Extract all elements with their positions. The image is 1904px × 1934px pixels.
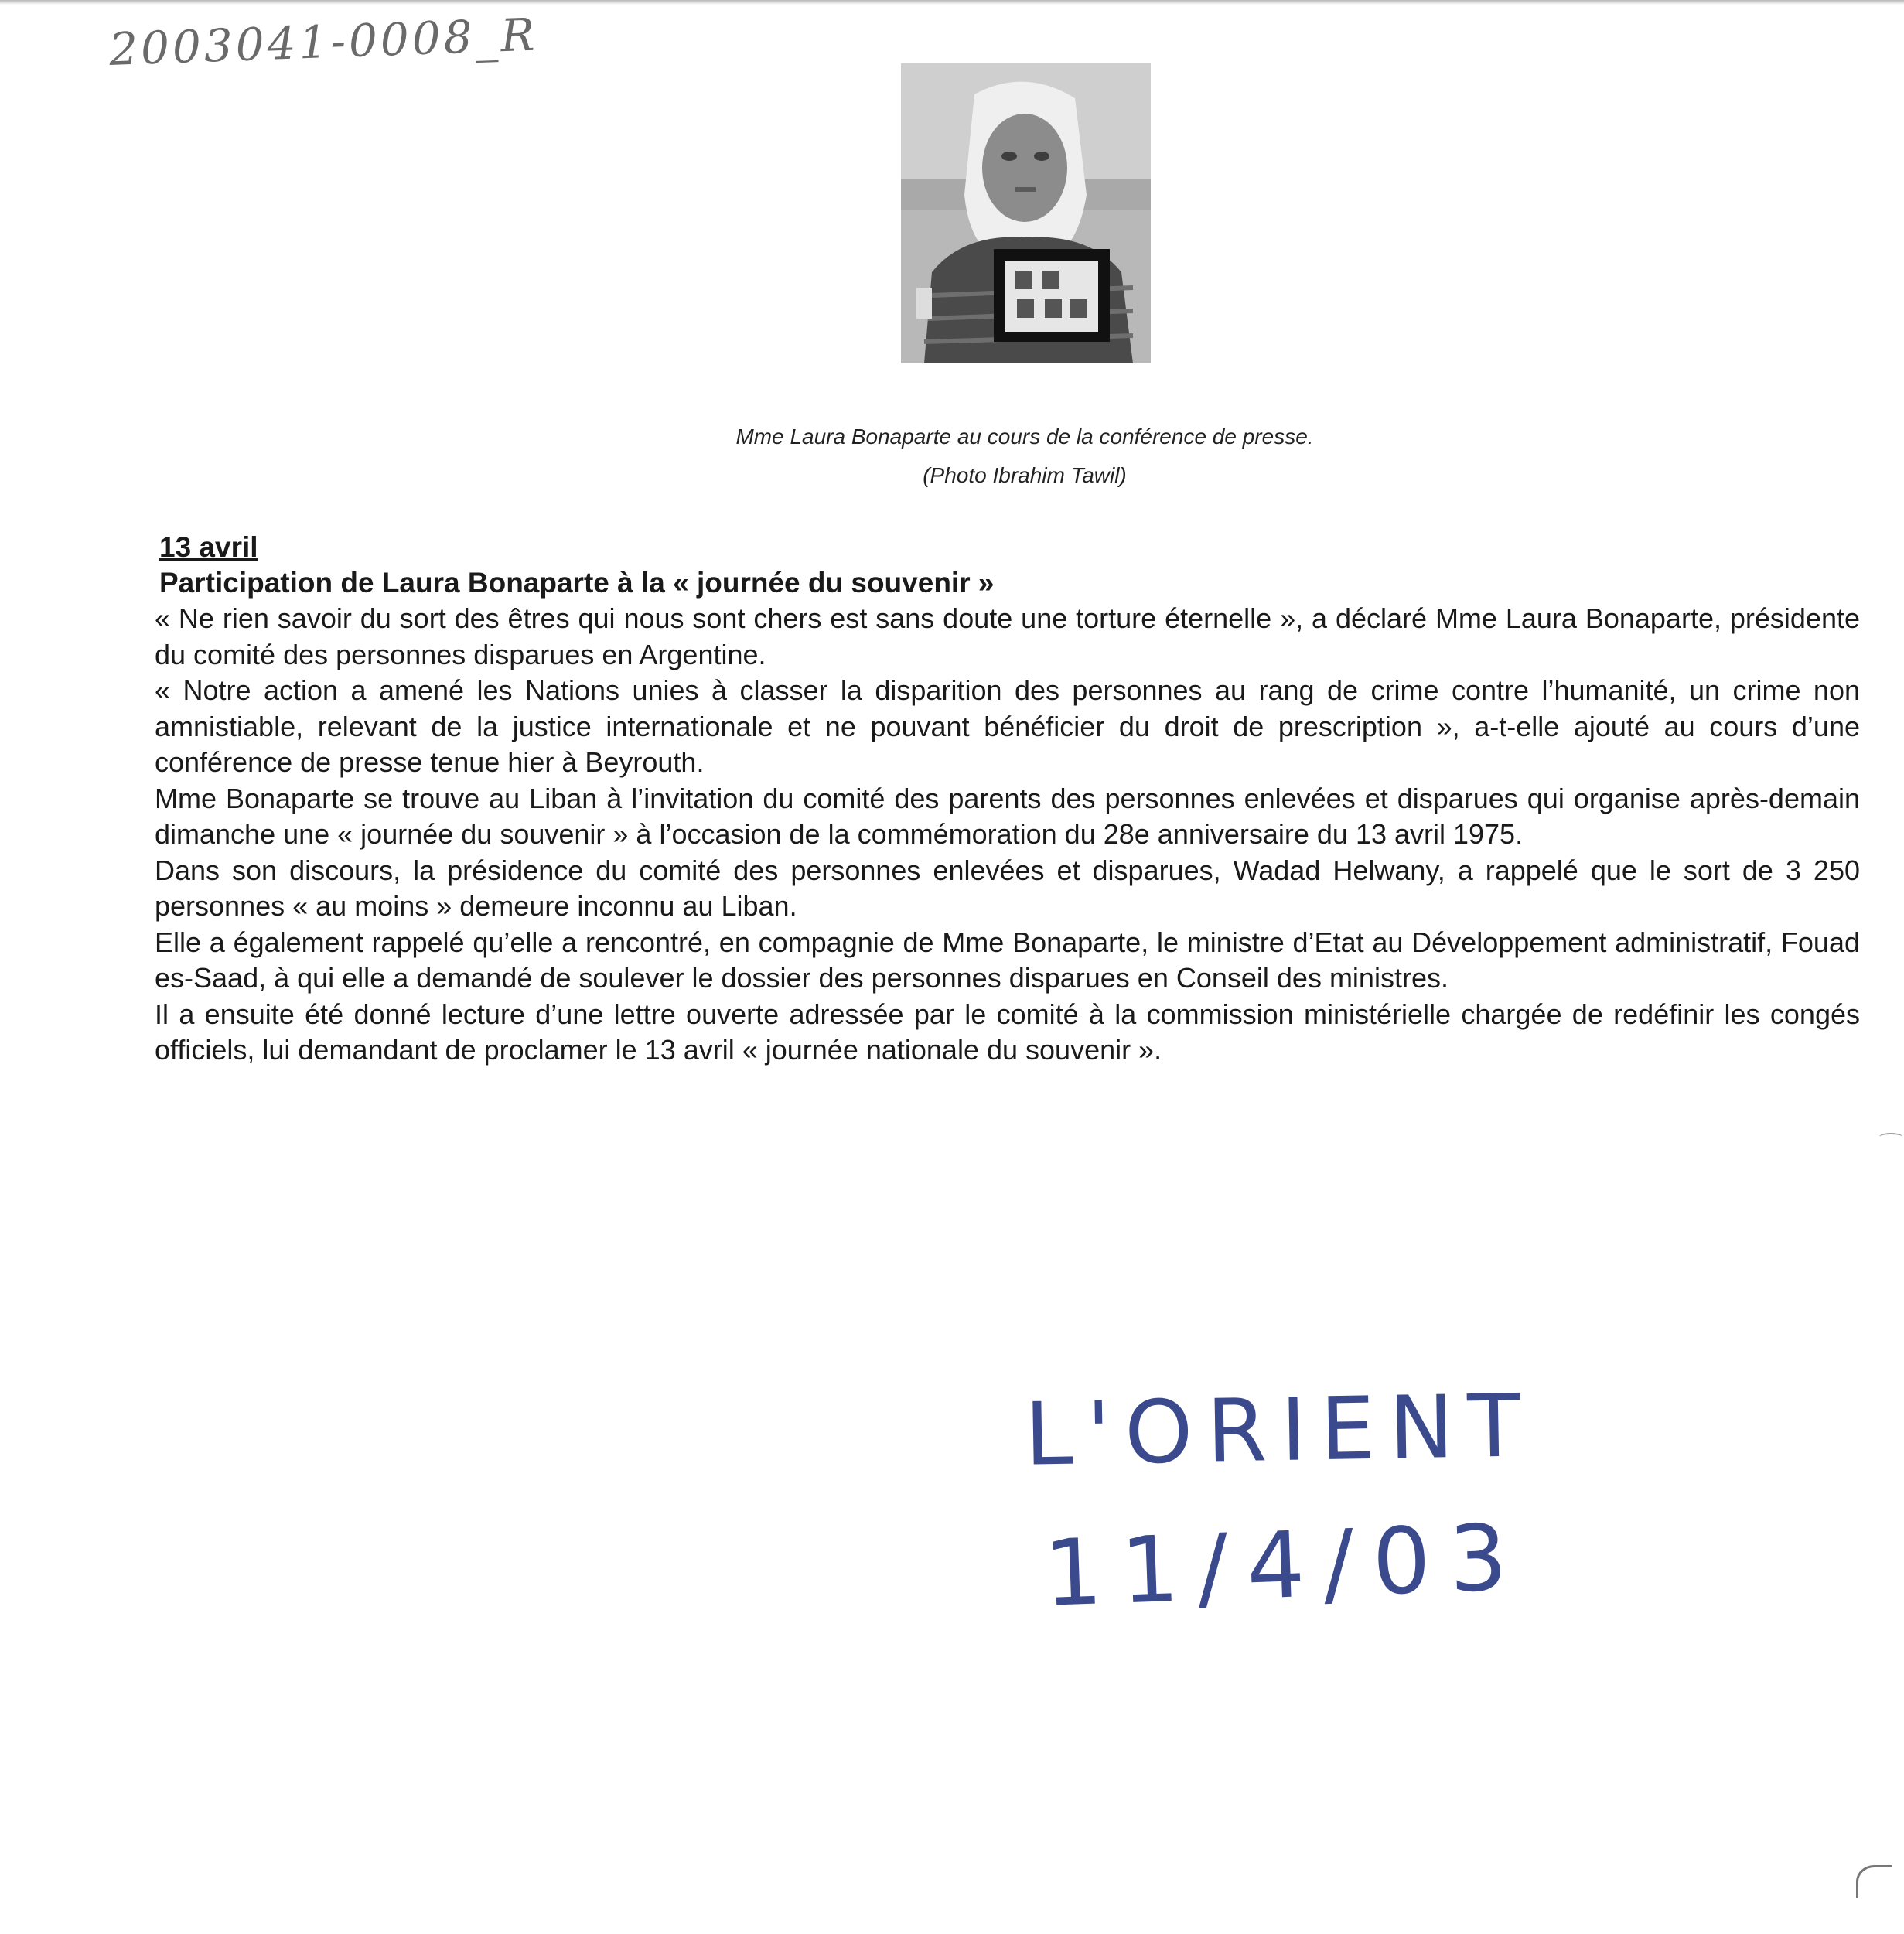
article-paragraph: Il a ensuite été donné lecture d’une lettre ouverte adressée par le comité à la commission ministérielle chargée de redéfinir les congés officiels, lui demandant de proclamer le 13 avril « journée nationale du souvenir ». (155, 998, 1860, 1066)
article-paragraph: Mme Bonaparte se trouve au Liban à l’invitation du comité des parents des personnes enlevées et disparues qui organise après-demain dimanche une « journée du souvenir » à l’occasion de la commémoration du 28e anniversaire du 13 avril 1975. (155, 782, 1860, 850)
article-paragraph: « Notre action a amené les Nations unies à classer la disparition des personnes au rang de crime contre l’humanité, un crime non amnistiable, relevant de la justice internationale et ne pouvant bénéficier du droit de prescription », a-t-elle ajouté au cours d’une conférence de presse tenue hier à Beyrouth. (155, 674, 1860, 778)
handwritten-date: 11/4/03 (1042, 1503, 1528, 1627)
scan-artifact (1879, 1133, 1902, 1141)
scan-artifact (1856, 1865, 1892, 1898)
article-paragraph: Elle a également rappelé qu’elle a rencontré, en compagnie de Mme Bonaparte, le ministre d’Etat au Développement administratif, Fouad es-Saad, à qui elle a demandé de soulever le dossier des personnes disparues en Conseil des ministres. (155, 926, 1860, 994)
caption-line: Mme Laura Bonaparte au cours de la conférence de presse. (735, 425, 1314, 449)
portrait-illustration (901, 63, 1151, 363)
article (155, 530, 1860, 1069)
scan-edge (0, 0, 1904, 5)
article-date: 13 avril (159, 531, 258, 563)
article-headline: Participation de Laura Bonaparte à la « journée du souvenir » (159, 567, 995, 599)
article-paragraph: « Ne rien savoir du sort des êtres qui nous sont chers est sans doute une torture éternelle », a déclaré Mme Laura Bonaparte, présidente du comité des personnes disparues en Argentine. (155, 602, 1860, 670)
article-paragraph: Dans son discours, la présidence du comité des personnes enlevées et disparues, Wadad Helwany, a rappelé que le sort de 3 250 personnes « au moins » demeure inconnu au Liban. (155, 854, 1860, 922)
photo-caption (541, 418, 1508, 495)
archive-reference-handwritten: 2003041-0008_R (108, 8, 539, 76)
photo-credit: (Photo Ibrahim Tawil) (923, 463, 1127, 487)
press-photo (901, 63, 1151, 363)
handwritten-newspaper-name: L'ORIENT (1023, 1376, 1536, 1485)
